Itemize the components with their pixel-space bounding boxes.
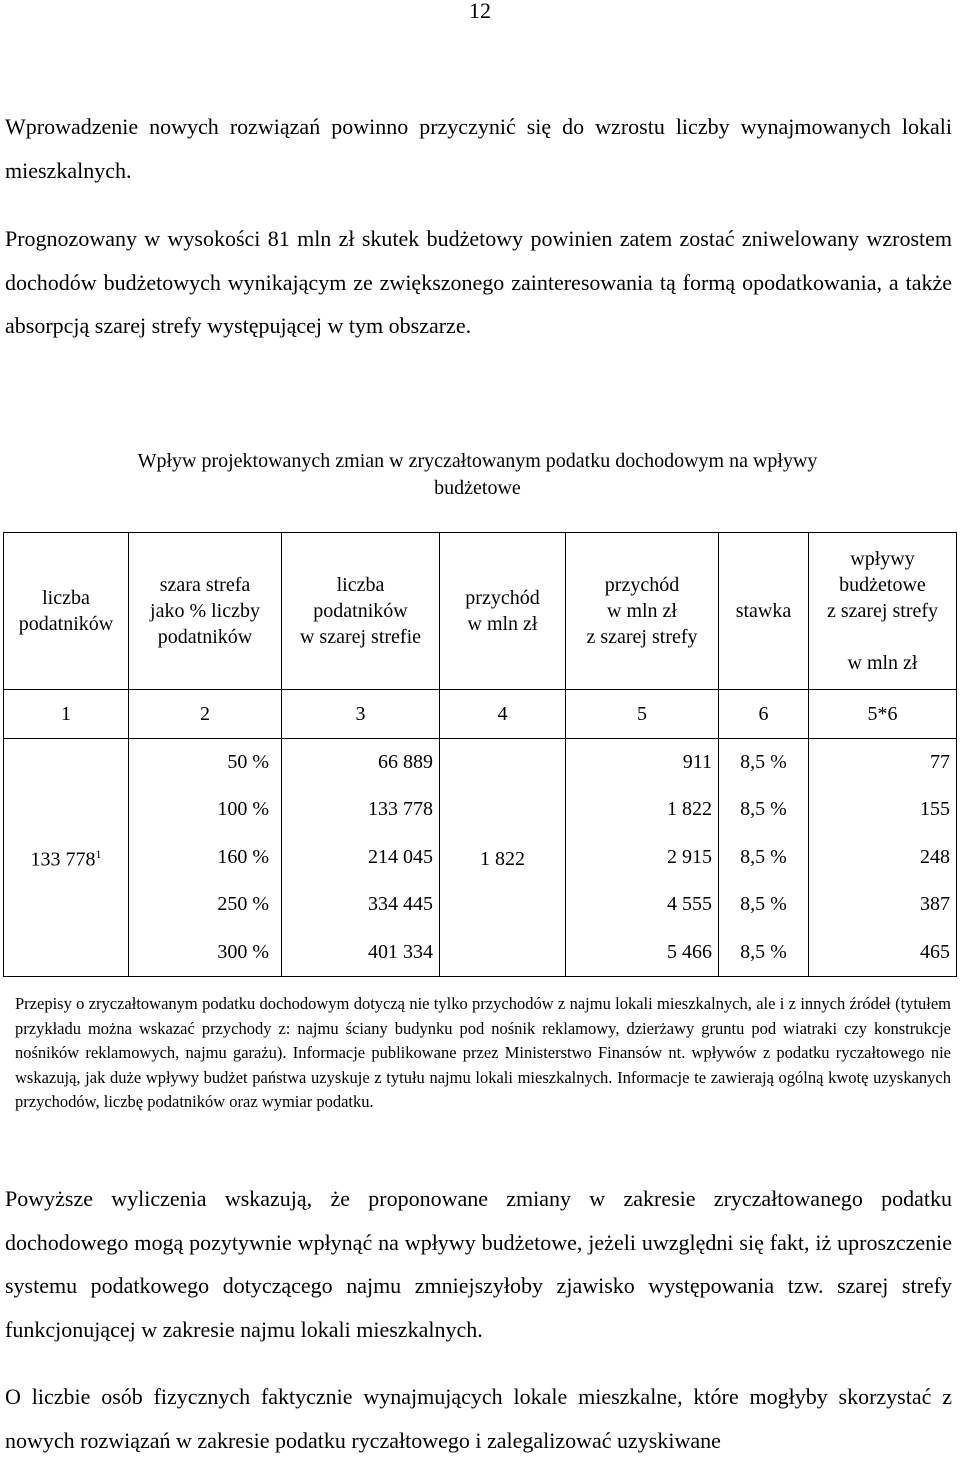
paragraph-conclusion: Powyższe wyliczenia wskazują, że proponowane zmiany w zakresie zryczałtowanego podatku dochodowego mogą pozytywnie wpłynąć na wpływy budżetowe, jeżeli uwzględni się fakt, iż uproszczenie systemu podatkowego dotyczącego najmu zmniejszyłoby zjawisko występowania tzw. szarej strefy funkcjonującej w zakresie najmu lokali mieszkalnych. [5, 1186, 952, 1342]
grey-revenue-value: 5 466 [667, 940, 712, 963]
table-data-row [4, 739, 957, 977]
table-header-row [4, 533, 957, 690]
rate-value: 8,5 % [740, 893, 787, 916]
revenue-cell [440, 739, 566, 977]
page-number: 12 [469, 0, 491, 23]
grey-taxpayers-value: 401 334 [368, 940, 433, 963]
grey-revenue-cell [566, 739, 719, 977]
column-number: 3 [282, 690, 440, 739]
grey-revenue-value: 2 915 [667, 845, 712, 868]
budget-income-value: 155 [920, 798, 950, 821]
header-grey-taxpayers: liczba podatników w szarej strefie [282, 533, 440, 690]
budget-income-cell [809, 739, 957, 977]
column-number: 4 [440, 690, 566, 739]
grey-share-cell [129, 739, 282, 977]
taxpayers-cell [4, 739, 129, 977]
budget-impact-table [3, 532, 957, 977]
rate-cell [719, 739, 809, 977]
grey-taxpayers-value: 214 045 [368, 845, 433, 868]
footnote-ref: 1 [95, 847, 102, 862]
rate-value: 8,5 % [740, 751, 787, 773]
grey-share-value: 50 % [227, 751, 269, 773]
rate-value: 8,5 % [740, 940, 787, 963]
revenue-value: 1 822 [480, 847, 525, 870]
column-number: 5 [566, 690, 719, 739]
taxpayers-value: 133 778 [30, 848, 96, 871]
grey-share-value: 160 % [217, 845, 269, 868]
column-number: 1 [4, 690, 129, 739]
paragraph-intro: Wprowadzenie nowych rozwiązań powinno przyczynić się do wzrostu liczby wynajmowanych lokali mieszkalnych. [5, 114, 952, 183]
grey-taxpayers-cell [282, 739, 440, 977]
budget-income-value: 387 [920, 893, 950, 916]
grey-share-value: 100 % [217, 798, 269, 821]
rate-value: 8,5 % [740, 845, 787, 868]
column-numbers-row [4, 690, 957, 739]
grey-share-value: 300 % [217, 940, 269, 963]
budget-income-value: 77 [930, 751, 950, 773]
paragraph-number-of-persons: O liczbie osób fizycznych faktycznie wynajmujących lokale mieszkalne, które mogłyby skorzystać z nowych rozwiązań w zakresie podatku ryczałtowego i zalegalizować uzyskiwane [5, 1384, 952, 1453]
rate-value: 8,5 % [740, 798, 787, 821]
budget-income-value: 248 [920, 845, 950, 868]
grey-revenue-value: 911 [682, 751, 712, 773]
header-revenue: przychód w mln zł [440, 533, 566, 690]
grey-taxpayers-value: 133 778 [368, 798, 433, 821]
column-number: 5*6 [809, 690, 957, 739]
column-number: 2 [129, 690, 282, 739]
table-title: Wpływ projektowanych zmian w zryczałtowanym podatku dochodowym na wpływy budżetowe [137, 450, 818, 499]
column-number: 6 [719, 690, 809, 739]
paragraph-forecast: Prognozowany w wysokości 81 mln zł skutek budżetowy powinien zatem zostać zniwelowany wzrostem dochodów budżetowych wynikającym ze zwiększonego zainteresowania tą formą opodatkowania, a także absorpcją szarej strefy występującej w tym obszarze. [5, 226, 952, 338]
grey-taxpayers-value: 66 889 [378, 751, 433, 773]
header-budget-income: wpływy budżetowe z szarej strefy w mln zł [809, 533, 957, 690]
grey-share-value: 250 % [217, 893, 269, 916]
header-rate: stawka [719, 533, 809, 690]
header-taxpayers: liczba podatników [4, 533, 129, 690]
header-grey-revenue: przychód w mln zł z szarej strefy [566, 533, 719, 690]
grey-revenue-value: 1 822 [667, 798, 712, 821]
grey-taxpayers-value: 334 445 [368, 893, 433, 916]
grey-revenue-value: 4 555 [667, 893, 712, 916]
table-footnote: Przepisy o zryczałtowanym podatku dochodowym dotyczą nie tylko przychodów z najmu lokali mieszkalnych, ale i z innych źródeł (tytułem przykładu można wskazać przychody z: najmu ściany budynku pod nośnik reklamowy, dzierżawy gruntu pod wiatraki czy konstrukcje nośników reklamowych, najmu garażu). Informacje publikowane przez Ministerstwo Finansów nt. wpływów z podatku ryczałtowego nie wskazują, jak duże wpływy budżet państwa uzyskuje z tytułu najmu lokali mieszkalnych. Informacje te zawierają ogólną kwotę uzyskanych przychodów, liczbę podatników oraz wymiar podatku. [15, 994, 951, 1112]
header-grey-share: szara strefa jako % liczby podatników [129, 533, 282, 690]
budget-income-value: 465 [920, 940, 950, 963]
